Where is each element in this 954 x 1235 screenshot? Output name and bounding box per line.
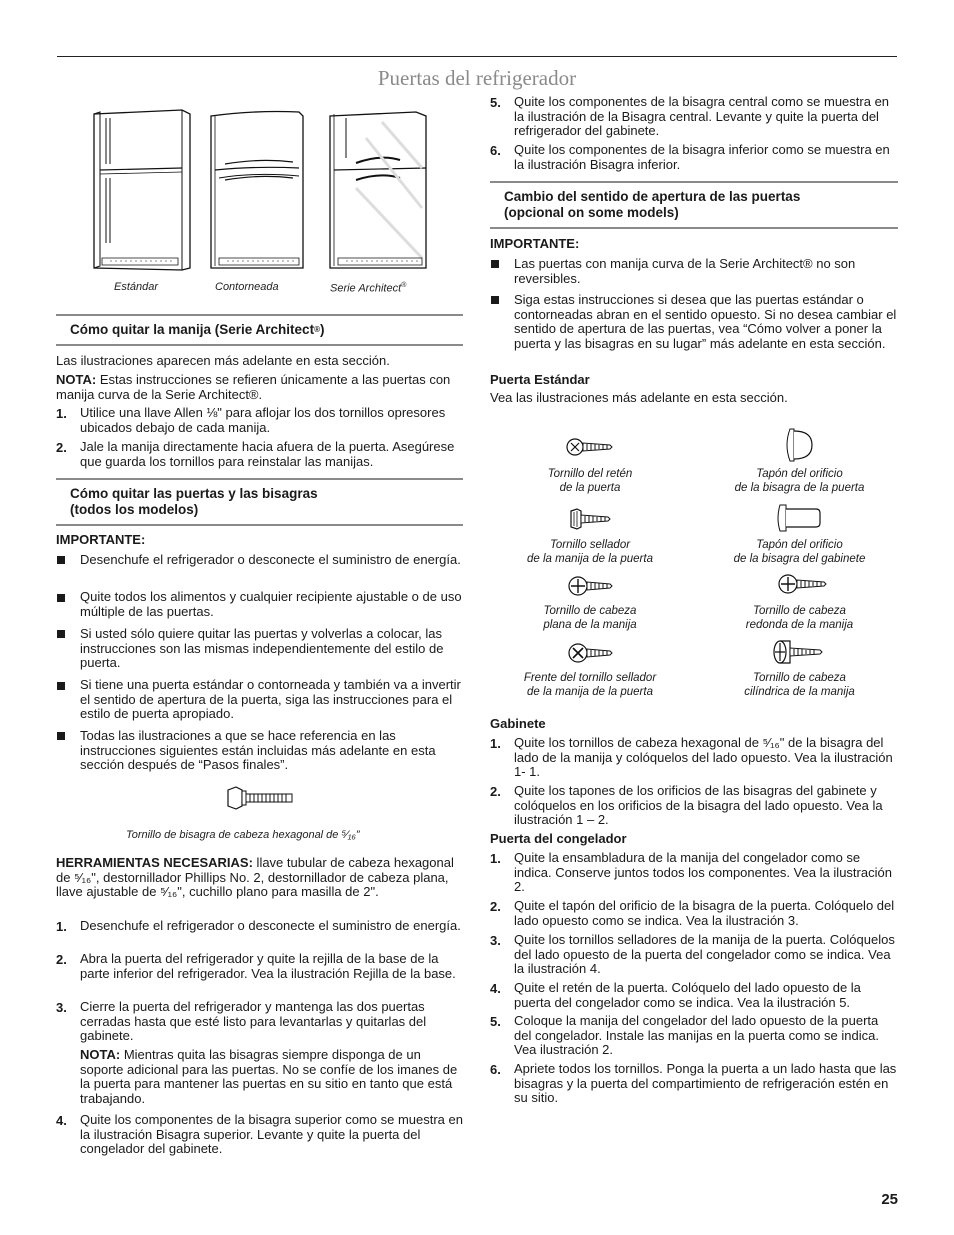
bullet-marker	[57, 594, 65, 602]
bullet-marker	[57, 732, 65, 740]
cylinder-head-screw-icon	[772, 639, 826, 665]
congelador-step-text: Quite el retén de la puerta. Colóquelo del lado opuesto de la puerta del congelador como se indica. Vea la ilustración 5.	[514, 980, 861, 1010]
hardware-label: Tornillo de cabeza plana de la manija	[543, 605, 637, 631]
sec2-bullet: Todas las ilustraciones a que se hace referencia en las instrucciones siguientes están incluidas más adelante en esta sección después de “Pasos finales”.	[80, 728, 436, 773]
sec2-step-text: Abra la puerta del refrigerador y quite la rejilla de la base de la parte inferior del refrigerador. Vea la ilustración Rejilla de la base.	[80, 951, 456, 981]
tools-needed: HERRAMIENTAS NECESARIAS: llave tubular de cabeza hexagonal de ⁵⁄₁₆", destornillador Phillips No. 2, destornillador de cabeza plana, llave ajustable de ⁵⁄₁₆", cuchillo plano para masilla de 2".	[56, 855, 454, 900]
sec1-step-text: Utilice una llave Allen ⅛" para aflojar los dos tornillos opresores ubicados debajo de cada manija.	[80, 405, 446, 435]
puerta-estandar-text: Vea las ilustraciones más adelante en esta sección.	[490, 390, 788, 405]
hex-bolt-icon	[226, 786, 296, 810]
sec3-importante: IMPORTANTE:	[490, 236, 580, 251]
congelador-step-number: 4.	[490, 981, 501, 996]
hardware-label: Tornillo de cabeza redonda de la manija	[745, 605, 854, 631]
gabinete-step-number: 2.	[490, 784, 501, 799]
congelador-step-number: 3.	[490, 933, 501, 948]
sec2-importante: IMPORTANTE:	[56, 532, 146, 547]
section-heading-cambio-sentido: Cambio del sentido de apertura de las puertas (opcional on some models)	[490, 181, 898, 229]
cabinet-hinge-plug-icon	[776, 503, 822, 533]
sec2-step-number: 2.	[56, 952, 67, 967]
hardware-label: Tapón del orificio de la bisagra del gabinete	[733, 539, 866, 565]
bullet-marker	[491, 296, 499, 304]
sec1-intro: Las ilustraciones aparecen más adelante en esta sección.	[56, 353, 390, 368]
sec3-bullet: Las puertas con manija curva de la Serie Architect® no son reversibles.	[514, 256, 856, 286]
page-title: Puertas del refrigerador	[377, 66, 577, 90]
right-step-number: 6.	[490, 143, 501, 158]
sec2-step-text: Cierre la puerta del refrigerador y mantenga las dos puertas cerradas hasta que esté listo para levantarlas y quitarlas del gabinete.	[80, 999, 427, 1044]
fridge-standard-illustration	[90, 108, 195, 273]
gabinete-step-text: Quite los tapones de los orificios de las bisagras del gabinete y colóquelos en los orificios de la bisagra del lado opuesto. Vea la ilustración 1 – 2.	[514, 783, 883, 828]
congelador-step-number: 2.	[490, 899, 501, 914]
section-heading-quitar-puertas: Cómo quitar las puertas y las bisagras (todos los modelos)	[56, 478, 463, 526]
fridge-architect-illustration	[326, 108, 431, 273]
sec2-step-number: 1.	[56, 919, 67, 934]
sec3-bullet: Siga estas instrucciones si desea que las puertas estándar o contorneadas abran en el sentido opuesto. Si no desea cambiar el sentido de apertura de las puertas, vea “Cómo volver a poner la puerta y las bisagras en su lugar” más adelante en esta sección.	[514, 292, 897, 351]
sec2-bullet: Si tiene una puerta estándar o contorneada y también va a invertir el sentido de apertura de la puerta, siga las instrucciones para el estilo de puerta apropiado.	[80, 677, 461, 722]
fridge-contoured-illustration	[205, 108, 310, 273]
congelador-step-number: 1.	[490, 851, 501, 866]
sec2-step-text: Quite los componentes de la bisagra superior como se muestra en la ilustración Bisagra superior. Levante y quite la puerta del congelador del gabinete.	[80, 1112, 463, 1157]
sec1-nota: NOTA: Estas instrucciones se refieren únicamente a las puertas con manija curva de la Serie Architect®.	[56, 372, 451, 402]
gabinete-step-text: Quite los tornillos de cabeza hexagonal de ⁵⁄₁₆" de la bisagra del lado de la manija y colóquelos del lado opuesto. Vea la ilustración 1- 1.	[514, 735, 893, 780]
hardware-label: Tornillo sellador de la manija de la puerta	[527, 539, 653, 565]
puerta-estandar-heading: Puerta Estándar	[490, 372, 590, 387]
flat-head-screw-icon	[568, 574, 614, 598]
seal-screw-front-icon	[568, 641, 614, 665]
bullet-marker	[57, 682, 65, 690]
right-step-number: 5.	[490, 95, 501, 110]
right-step-text: Quite los componentes de la bisagra inferior como se muestra en la ilustración Bisagra inferior.	[514, 142, 890, 172]
hardware-label: Tornillo de cabeza cilíndrica de la manija	[744, 672, 855, 698]
bullet-marker	[57, 630, 65, 638]
sec2-step-text: Desenchufe el refrigerador o desconecte el suministro de energía.	[80, 918, 461, 933]
hex-bolt-caption: Tornillo de bisagra de cabeza hexagonal de ⁵⁄₁₆”	[126, 829, 360, 841]
figure-label-estandar: Estándar	[114, 281, 159, 293]
sec2-step-number: 3.	[56, 1000, 67, 1015]
page-number: 25	[881, 1191, 898, 1208]
sec1-step-number: 1.	[56, 406, 67, 421]
congelador-step-number: 6.	[490, 1062, 501, 1077]
gabinete-step-number: 1.	[490, 736, 501, 751]
top-rule	[57, 56, 897, 57]
handle-seal-screw-icon	[568, 508, 612, 530]
sec2-bullet: Quite todos los alimentos y cualquier recipiente ajustable o de uso múltiple de las puertas.	[80, 589, 462, 619]
round-head-screw-icon	[778, 572, 828, 596]
congelador-step-text: Quite el tapón del orificio de la bisagra de la puerta. Colóquelo del lado opuesto como se indica. Vea la ilustración 3.	[514, 898, 895, 928]
congelador-step-number: 5.	[490, 1014, 501, 1029]
bullet-marker	[491, 260, 499, 268]
hardware-label: Frente del tornillo sellador de la manija de la puerta	[523, 672, 657, 698]
door-hinge-plug-icon	[782, 425, 816, 465]
figure-label-architect: Serie Architect®	[330, 282, 407, 295]
bullet-marker	[57, 556, 65, 564]
sec2-step-number: 4.	[56, 1113, 67, 1128]
congelador-step-text: Apriete todos los tornillos. Ponga la puerta a un lado hasta que las bisagras y la puerta del compartimiento de refrigeración estén en su sitio.	[514, 1061, 897, 1106]
gabinete-heading: Gabinete	[490, 716, 546, 731]
hardware-label: Tapón del orificio de la bisagra de la puerta	[734, 468, 865, 494]
congelador-step-text: Quite los tornillos selladores de la manija de la puerta. Colóquelos del lado opuesto de la puerta del congelador como se indica. Vea la ilustración 4.	[514, 932, 895, 977]
door-stop-screw-icon	[566, 437, 614, 457]
right-step-text: Quite los componentes de la bisagra central como se muestra en la ilustración de la Bisagra central. Levante y quite la puerta del refrigerador del gabinete.	[514, 94, 890, 139]
congelador-step-text: Coloque la manija del congelador del lado opuesto de la puerta del congelador. Instale las manijas en la puerta como se indica. Vea ilustración 2.	[514, 1013, 879, 1058]
sec2-bullet: Desenchufe el refrigerador o desconecte el suministro de energía.	[80, 552, 461, 567]
congelador-step-text: Quite la ensambladura de la manija del congelador como se indica. Conserve juntos todos los componentes. Vea la ilustración 2.	[514, 850, 892, 895]
hardware-label: Tornillo del retén de la puerta	[547, 468, 633, 494]
section-heading-quitar-manija: Cómo quitar la manija (Serie Architect ® )	[56, 314, 463, 346]
sec2-nota: NOTA: Mientras quita las bisagras siempre disponga de un soporte adicional para las puertas. No se confíe de los imanes de la puerta para mantener las puertas en su sitio en tanto que está trabajando.	[80, 1047, 458, 1106]
sec2-bullet: Si usted sólo quiere quitar las puertas y volverlas a colocar, las instrucciones son las mismas independientemente del estilo de puerta.	[80, 626, 444, 671]
figure-label-contorneada: Contorneada	[215, 281, 279, 293]
puerta-congelador-heading: Puerta del congelador	[490, 831, 627, 846]
sec1-step-number: 2.	[56, 440, 67, 455]
sec1-step-text: Jale la manija directamente hacia afuera de la puerta. Asegúrese que guarda los tornillos para reinstalar las manijas.	[80, 439, 455, 469]
